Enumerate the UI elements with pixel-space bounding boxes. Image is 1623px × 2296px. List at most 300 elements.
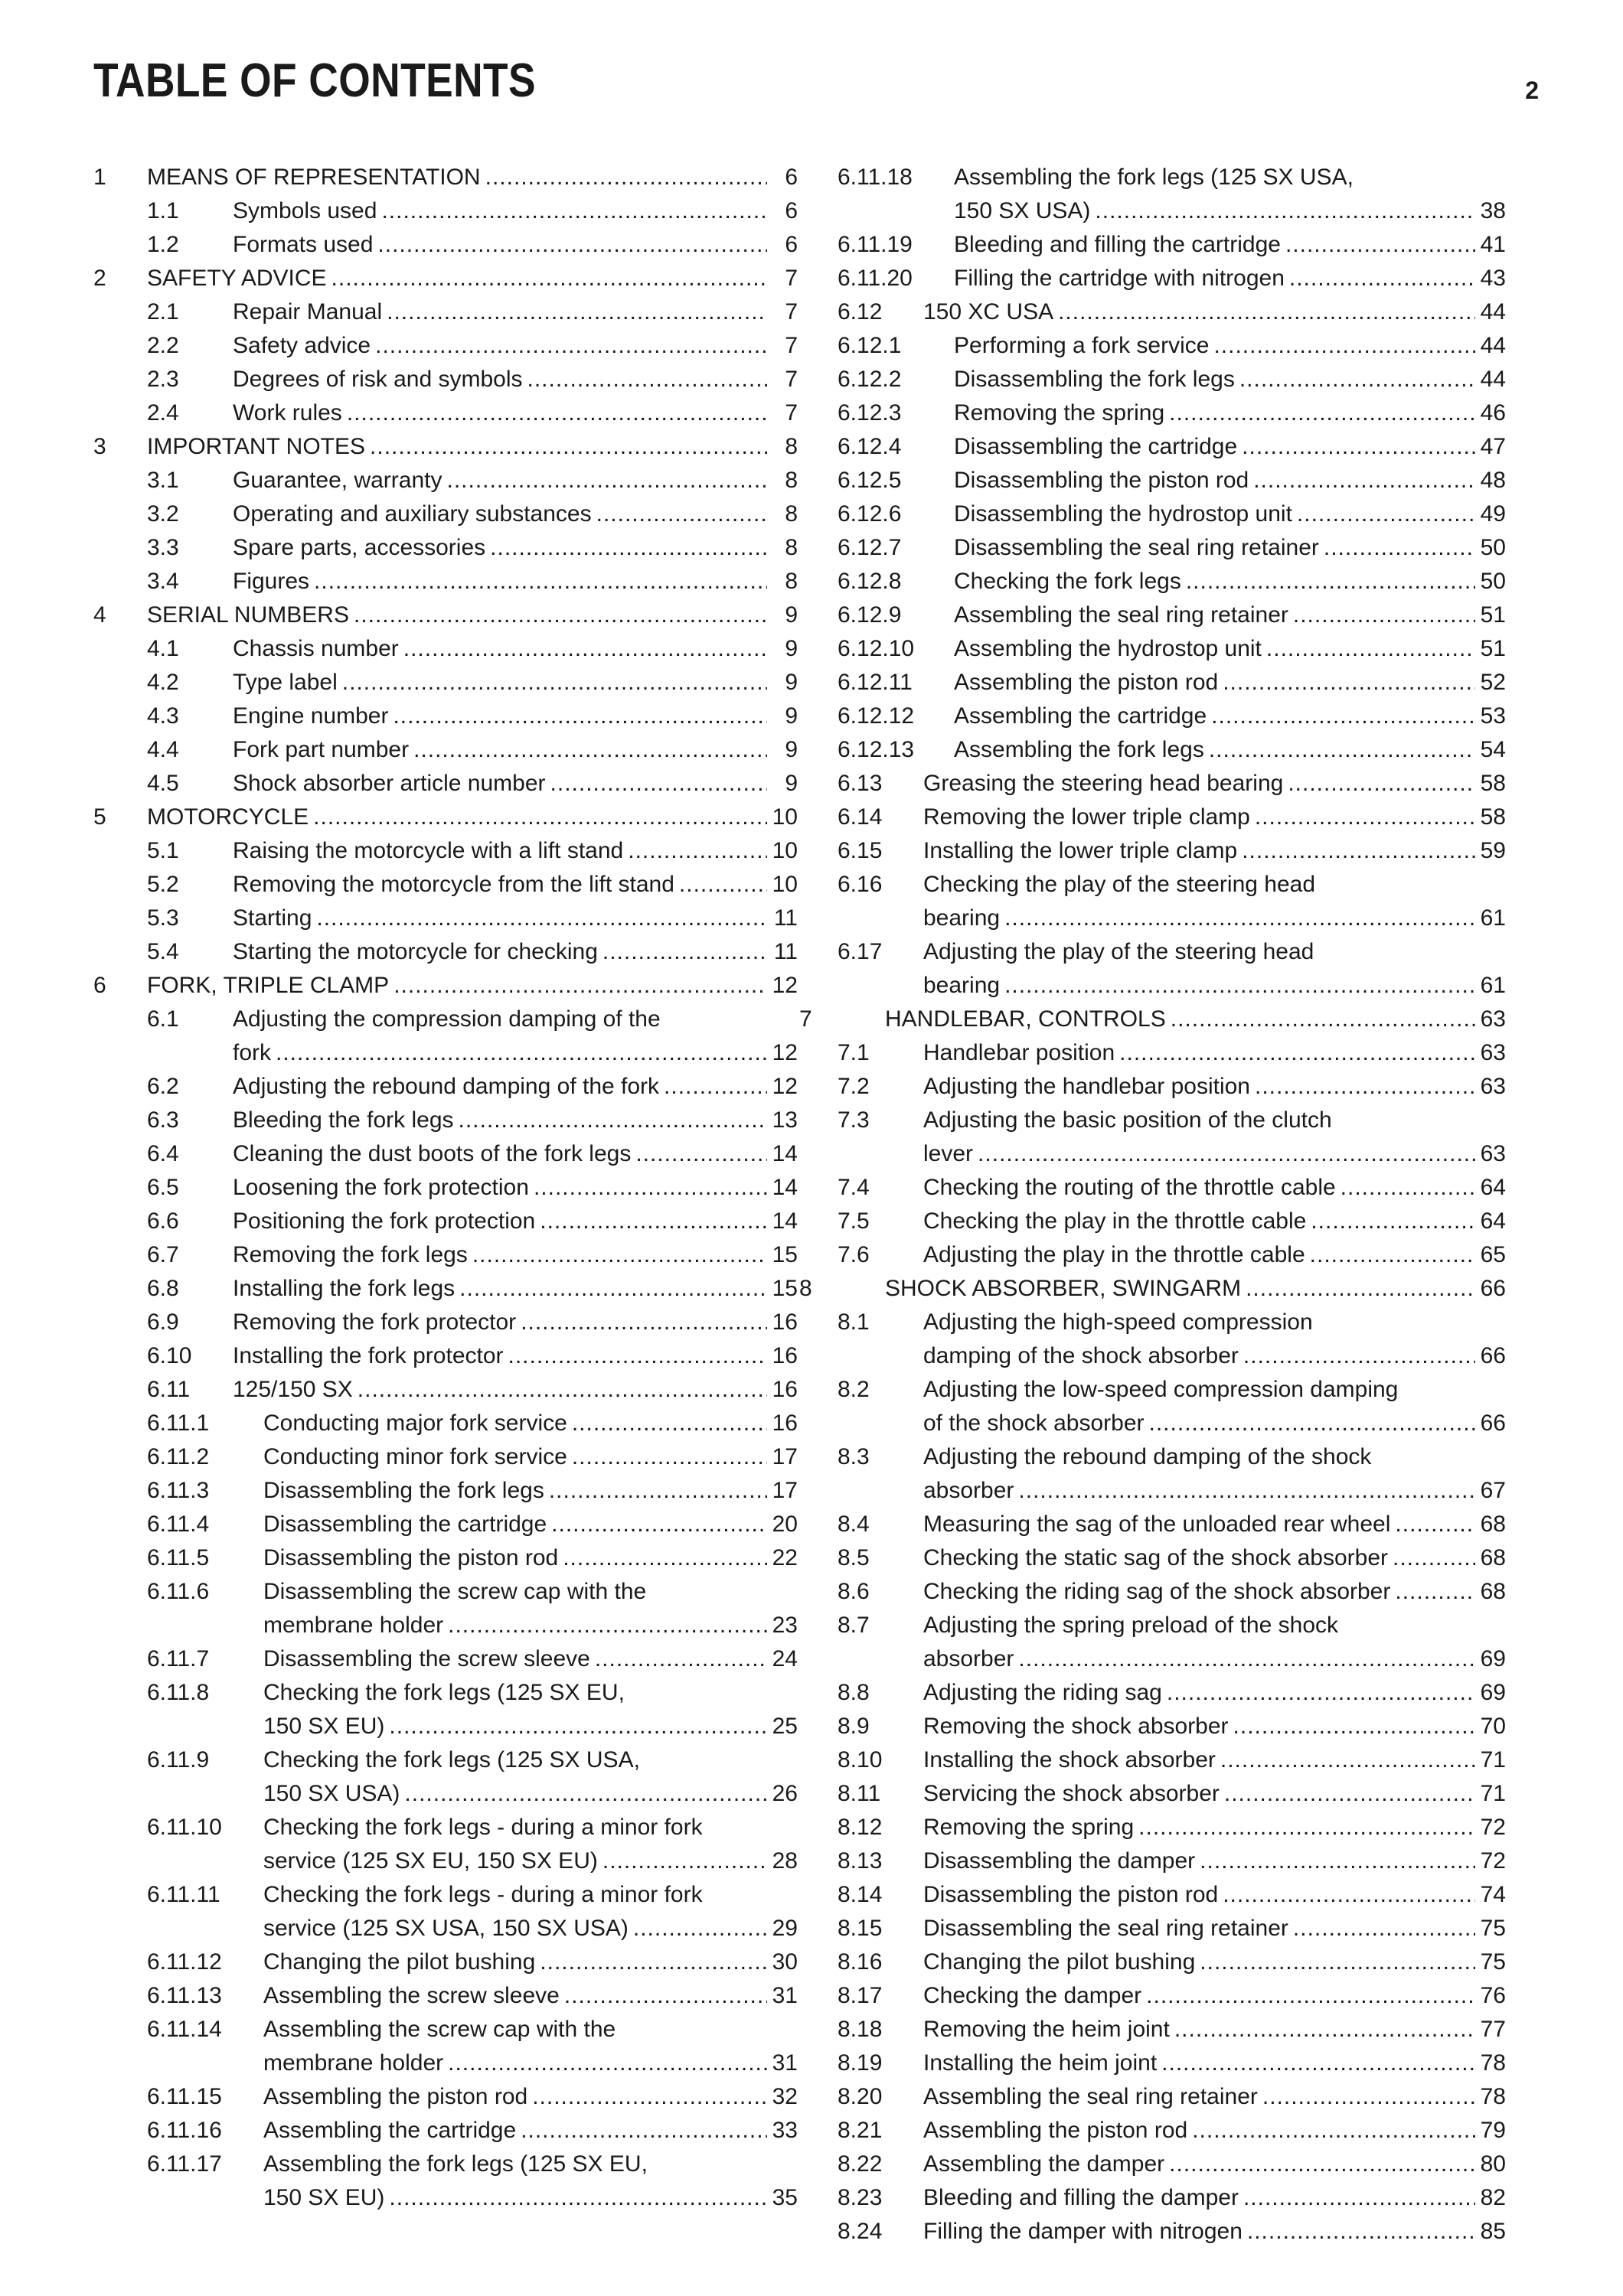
toc-entry[interactable]: [838, 363, 1506, 396]
toc-entry[interactable]: [93, 295, 798, 329]
toc-entry-title: bearing: [923, 905, 1001, 931]
dot-leader: [1319, 531, 1475, 565]
toc-entry-title: Cleaning the dust boots of the fork legs: [233, 1141, 632, 1166]
toc-entry[interactable]: [93, 1878, 798, 1945]
toc-entry[interactable]: [838, 1508, 1506, 1541]
page-number: 2: [1525, 77, 1539, 104]
toc-entry[interactable]: [838, 1979, 1506, 2013]
toc-entry-title: Removing the fork protector: [233, 1309, 517, 1335]
toc-entry-page: 6: [785, 198, 798, 223]
toc-entry-title: Adjusting the rebound damping of the shock: [923, 1444, 1372, 1469]
dot-leader: [455, 1272, 767, 1306]
dot-leader: [1162, 1676, 1475, 1710]
toc-entry[interactable]: [838, 1104, 1506, 1171]
dot-leader: [309, 801, 767, 834]
toc-entry[interactable]: [93, 1811, 798, 1878]
dot-leader: [1014, 1474, 1475, 1508]
dot-leader: [468, 1238, 767, 1272]
toc-entry-title: Checking the fork legs (125 SX USA,: [263, 1747, 640, 1773]
dot-leader: [377, 194, 767, 228]
toc-entry-number: 2.2: [147, 333, 179, 358]
toc-entry-number: 5.2: [147, 872, 179, 897]
toc-entry-title: Adjusting the spring preload of the shock: [923, 1613, 1339, 1638]
toc-entry-number: 6.12.2: [838, 367, 902, 392]
toc-entry[interactable]: [93, 1642, 798, 1676]
toc-entry-title: Adjusting the basic position of the clutch: [923, 1107, 1332, 1133]
toc-entry[interactable]: [838, 565, 1506, 598]
toc-entry-number: 6.12: [838, 299, 883, 325]
toc-entry-number: 6.11.6: [147, 1579, 210, 1604]
toc-entry-page: 69: [1480, 1680, 1506, 1705]
toc-entry-number: 8.14: [838, 1882, 883, 1907]
dot-leader: [516, 2114, 767, 2148]
toc-entry-title: membrane holder: [263, 2050, 444, 2076]
toc-entry-page: 16: [772, 1343, 798, 1368]
toc-entry-page: 12: [772, 1074, 798, 1099]
toc-entry-number: 8.22: [838, 2151, 883, 2177]
toc-entry[interactable]: [93, 1743, 798, 1811]
toc-entry-title: Checking the riding sag of the shock absorber: [923, 1579, 1391, 1604]
dot-leader: [342, 396, 767, 430]
toc-entry-page: 30: [772, 1949, 798, 1975]
toc-entry-page: 10: [772, 838, 798, 863]
toc-entry[interactable]: [93, 1474, 798, 1508]
toc-entry-title: Installing the heim joint: [923, 2050, 1158, 2076]
toc-entry[interactable]: [93, 598, 798, 632]
toc-entry-page: 78: [1480, 2050, 1506, 2076]
toc-entry[interactable]: [838, 1811, 1506, 1844]
toc-entry[interactable]: [838, 2215, 1506, 2249]
toc-entry-page: 44: [1480, 367, 1506, 392]
toc-entry-number: 8.23: [838, 2185, 883, 2210]
dot-leader: [1195, 1844, 1475, 1878]
toc-entry-number: 8.13: [838, 1848, 883, 1874]
toc-entry-number: 6.15: [838, 838, 883, 863]
toc-entry-page: 9: [785, 602, 798, 628]
toc-entry-title: Removing the spring: [923, 1815, 1135, 1840]
toc-entry-page: 28: [772, 1848, 798, 1874]
toc-entry-page: 79: [1480, 2118, 1506, 2143]
dot-leader: [365, 430, 767, 464]
toc-entry-number: 6.12.4: [838, 434, 902, 459]
dot-leader: [1204, 733, 1475, 767]
toc-entry-number: 1.2: [147, 232, 179, 257]
dot-leader: [1241, 1272, 1475, 1306]
toc-entry[interactable]: [838, 1205, 1506, 1238]
toc-entry[interactable]: [93, 902, 798, 935]
toc-entry-page: 77: [1480, 2017, 1506, 2042]
toc-entry[interactable]: [838, 2080, 1506, 2114]
dot-leader: [1388, 1541, 1475, 1575]
toc-entry[interactable]: [838, 1373, 1506, 1440]
toc-entry[interactable]: [838, 161, 1506, 228]
toc-entry[interactable]: [838, 1036, 1506, 1070]
toc-entry[interactable]: [838, 430, 1506, 464]
toc-entry[interactable]: [93, 834, 798, 868]
toc-entry[interactable]: [93, 363, 798, 396]
toc-entry[interactable]: [93, 1373, 798, 1407]
dot-leader: [382, 295, 767, 329]
toc-entry-page: 8: [785, 434, 798, 459]
dot-leader: [567, 1440, 767, 1474]
toc-entry-title: fork: [233, 1040, 272, 1065]
toc-entry-number: 6.11.8: [147, 1680, 210, 1705]
dot-leader: [1250, 1070, 1475, 1104]
toc-entry[interactable]: [93, 733, 798, 767]
toc-entry[interactable]: [838, 1238, 1506, 1272]
dot-leader: [1218, 1878, 1475, 1912]
toc-entry[interactable]: [838, 1070, 1506, 1104]
toc-entry[interactable]: [93, 464, 798, 497]
toc-entry-page: 12: [772, 973, 798, 998]
dot-leader: [1195, 1945, 1475, 1979]
toc-entry-title: MOTORCYCLE: [147, 804, 309, 830]
toc-entry-title: Raising the motorcycle with a lift stand: [233, 838, 624, 863]
dot-leader: [1258, 2080, 1475, 2114]
toc-entry-number: 8.3: [838, 1444, 870, 1469]
toc-entry[interactable]: [93, 935, 798, 969]
toc-entry-title: Checking the damper: [923, 1983, 1142, 2008]
toc-entry[interactable]: [838, 1609, 1506, 1676]
toc-entry-page: 59: [1480, 838, 1506, 863]
dot-leader: [1216, 1743, 1475, 1777]
toc-entry[interactable]: [838, 2013, 1506, 2047]
toc-entry[interactable]: [93, 161, 798, 194]
toc-entry[interactable]: [838, 834, 1506, 868]
toc-entry-title: Assembling the piston rod: [923, 2118, 1188, 2143]
dot-leader: [674, 868, 767, 902]
toc-entry-page: 7: [785, 333, 798, 358]
toc-entry-title: Checking the routing of the throttle cable: [923, 1175, 1336, 1200]
toc-entry-page: 8: [785, 501, 798, 527]
dot-leader: [373, 228, 767, 262]
toc-entry[interactable]: [93, 329, 798, 363]
toc-entry[interactable]: [838, 396, 1506, 430]
toc-entry-number: 6.11.12: [147, 1949, 222, 1975]
toc-entry[interactable]: [93, 969, 798, 1003]
toc-entry[interactable]: [93, 194, 798, 228]
toc-entry-number: 8.8: [838, 1680, 870, 1705]
toc-entry[interactable]: [93, 1508, 798, 1541]
toc-entry[interactable]: [93, 1104, 798, 1137]
toc-entry[interactable]: [93, 1979, 798, 2013]
toc-entry-number: 6.7: [147, 1242, 179, 1267]
toc-entry-page: 10: [772, 804, 798, 830]
toc-entry-title: Conducting major fork service: [263, 1411, 567, 1436]
toc-entry[interactable]: [93, 767, 798, 801]
toc-entry[interactable]: [93, 1137, 798, 1171]
toc-column-right: [799, 161, 1506, 2249]
toc-entry-page: 35: [772, 2185, 798, 2210]
toc-entry-page: 61: [1480, 905, 1506, 931]
toc-entry[interactable]: [838, 1945, 1506, 1979]
toc-entry-number: 6.12.1: [838, 333, 902, 358]
toc-entry-number: 8.10: [838, 1747, 883, 1773]
dot-leader: [629, 1912, 767, 1945]
toc-entry[interactable]: [838, 1541, 1506, 1575]
dot-leader: [1220, 1777, 1475, 1811]
toc-entry-number: 6.11.4: [147, 1512, 210, 1537]
toc-entry[interactable]: [838, 1306, 1506, 1373]
toc-entry[interactable]: [93, 396, 798, 430]
toc-entry[interactable]: [93, 2013, 798, 2080]
dot-leader: [1207, 700, 1475, 733]
toc-entry[interactable]: [838, 700, 1506, 733]
toc-entry[interactable]: [838, 2181, 1506, 2215]
toc-entry-title: SAFETY ADVICE: [147, 266, 327, 291]
toc-entry[interactable]: [93, 1238, 798, 1272]
dot-leader: [409, 733, 767, 767]
toc-entry-number: 5.4: [147, 939, 179, 964]
toc-entry-title: Loosening the fork protection: [233, 1175, 529, 1200]
dot-leader: [535, 1205, 767, 1238]
toc-entry-title: Adjusting the compression damping of the: [233, 1006, 661, 1032]
toc-entry-title: Changing the pilot bushing: [923, 1949, 1196, 1975]
toc-entry-number: 6.5: [147, 1175, 179, 1200]
dot-leader: [1305, 1238, 1475, 1272]
toc-entry-number: 6.11: [147, 1377, 191, 1402]
toc-entry-page: 76: [1480, 1983, 1506, 2008]
toc-entry[interactable]: [838, 228, 1506, 262]
toc-entry-title: Assembling the fork legs: [954, 737, 1204, 762]
toc-entry-number: 3.1: [147, 468, 179, 493]
toc-entry-title: IMPORTANT NOTES: [147, 434, 366, 459]
toc-entry[interactable]: [838, 935, 1506, 1003]
dot-leader: [623, 834, 767, 868]
toc-entry[interactable]: [93, 1171, 798, 1205]
toc-entry-page: 25: [772, 1714, 798, 1739]
toc-entry[interactable]: [93, 1676, 798, 1743]
toc-entry-page: 13: [772, 1107, 798, 1133]
toc-entry-number: 8.4: [838, 1512, 870, 1537]
toc-entry[interactable]: [838, 767, 1506, 801]
toc-entry[interactable]: [838, 262, 1506, 295]
toc-entry[interactable]: [93, 1070, 798, 1104]
toc-entry-number: 7.5: [838, 1208, 870, 1234]
dot-leader: [558, 1541, 767, 1575]
toc-entry-title: Repair Manual: [233, 299, 383, 325]
toc-entry-title: Degrees of risk and symbols: [233, 367, 523, 392]
toc-entry-number: 6.14: [838, 804, 883, 830]
toc-entry-title: 125/150 SX: [233, 1377, 353, 1402]
toc-entry-page: 63: [1480, 1040, 1506, 1065]
toc-entry[interactable]: [838, 497, 1506, 531]
toc-entry-page: 14: [772, 1208, 798, 1234]
toc-entry[interactable]: [838, 868, 1506, 935]
toc-entry-number: 6.9: [147, 1309, 179, 1335]
toc-entry[interactable]: [93, 497, 798, 531]
toc-entry-title: absorber: [923, 1646, 1014, 1671]
toc-entry-number: 7.1: [838, 1040, 870, 1065]
toc-entry[interactable]: [838, 1878, 1506, 1912]
dot-leader: [1014, 1642, 1475, 1676]
toc-entry[interactable]: [93, 2148, 798, 2215]
toc-entry-page: 58: [1480, 771, 1506, 796]
toc-entry-number: 8.7: [838, 1613, 870, 1638]
toc-entry[interactable]: [838, 733, 1506, 767]
toc-entry[interactable]: [838, 1440, 1506, 1508]
dot-leader: [353, 1373, 767, 1407]
toc-entry-page: 31: [772, 2050, 798, 2076]
toc-entry-page: 7: [785, 400, 798, 426]
toc-entry-title: Assembling the fork legs (125 SX EU,: [263, 2151, 648, 2177]
toc-entry-number: 6.12.12: [838, 703, 915, 729]
toc-entry[interactable]: [838, 598, 1506, 632]
toc-entry-title: Safety advice: [233, 333, 371, 358]
toc-entry-page: 78: [1480, 2084, 1506, 2109]
dot-leader: [1187, 2114, 1475, 2148]
toc-entry-page: 44: [1480, 299, 1506, 325]
toc-entry[interactable]: [838, 2148, 1506, 2181]
toc-entry[interactable]: [838, 1777, 1506, 1811]
toc-entry-number: 6.6: [147, 1208, 179, 1234]
toc-entry[interactable]: [838, 1743, 1506, 1777]
toc-entry-title: SHOCK ABSORBER, SWINGARM: [885, 1276, 1242, 1301]
toc-entry-title: Removing the shock absorber: [923, 1714, 1229, 1739]
toc-entry[interactable]: [93, 531, 798, 565]
toc-entry-title: Removing the spring: [954, 400, 1165, 426]
toc-entry[interactable]: [838, 1710, 1506, 1743]
toc-entry-number: 6.12.11: [838, 670, 913, 695]
toc-entry-title: Removing the heim joint: [923, 2017, 1170, 2042]
toc-entry[interactable]: [93, 228, 798, 262]
toc-entry[interactable]: [93, 1407, 798, 1440]
toc-entry[interactable]: [838, 1171, 1506, 1205]
toc-entry[interactable]: [799, 1272, 1506, 1306]
toc-entry[interactable]: [93, 430, 798, 464]
dot-leader: [567, 1407, 767, 1440]
toc-entry-number: 6.11.2: [147, 1444, 210, 1469]
toc-entry[interactable]: [93, 1575, 798, 1642]
toc-entry-number: 8.2: [838, 1377, 870, 1402]
toc-entry-number: 3.3: [147, 535, 179, 560]
dot-leader: [1249, 464, 1475, 497]
dot-leader: [371, 329, 767, 363]
toc-entry[interactable]: [838, 464, 1506, 497]
toc-entry-title: Filling the damper with nitrogen: [923, 2219, 1243, 2244]
toc-entry[interactable]: [93, 666, 798, 700]
toc-entry[interactable]: [93, 1440, 798, 1474]
toc-entry-title: Assembling the screw cap with the: [263, 2017, 616, 2042]
dot-leader: [631, 1137, 767, 1171]
toc-entry-number: 4.5: [147, 771, 179, 796]
toc-entry-page: 64: [1480, 1208, 1506, 1234]
toc-entry-number: 5.1: [147, 838, 179, 863]
toc-entry[interactable]: [838, 801, 1506, 834]
toc-entry-page: 16: [772, 1377, 798, 1402]
toc-entry-title: 150 XC USA: [923, 299, 1054, 325]
toc-entry-title: Removing the lower triple clamp: [923, 804, 1250, 830]
dot-leader: [1237, 834, 1475, 868]
toc-entry[interactable]: [93, 2114, 798, 2148]
toc-entry[interactable]: [838, 1575, 1506, 1609]
dot-leader: [327, 262, 767, 295]
toc-entry[interactable]: [93, 1003, 798, 1070]
toc-entry-title: Adjusting the high-speed compression: [923, 1309, 1313, 1335]
toc-entry[interactable]: [838, 2047, 1506, 2080]
toc-entry-title: 150 SX EU): [263, 1714, 385, 1739]
toc-entry-number: 8.24: [838, 2219, 883, 2244]
toc-entry-page: 38: [1480, 198, 1506, 223]
dot-leader: [546, 767, 767, 801]
toc-entry-number: 8.6: [838, 1579, 870, 1604]
toc-entry-page: 75: [1480, 1916, 1506, 1941]
toc-entry-page: 9: [785, 670, 798, 695]
dot-leader: [1000, 969, 1475, 1003]
toc-entry[interactable]: [799, 1003, 1506, 1036]
toc-entry[interactable]: [93, 262, 798, 295]
toc-entry-page: 85: [1480, 2219, 1506, 2244]
toc-entry[interactable]: [838, 1912, 1506, 1945]
toc-entry[interactable]: [838, 1844, 1506, 1878]
toc-entry-page: 51: [1480, 636, 1506, 661]
toc-entry-title: Adjusting the play in the throttle cable: [923, 1242, 1305, 1267]
toc-entry-page: 8: [785, 468, 798, 493]
toc-entry[interactable]: [93, 1339, 798, 1373]
toc-entry-title: Servicing the shock absorber: [923, 1781, 1220, 1806]
toc-entry-title: bearing: [923, 973, 1001, 998]
toc-entry[interactable]: [93, 868, 798, 902]
dot-leader: [1209, 329, 1475, 363]
toc-entry-number: 6.3: [147, 1107, 179, 1133]
toc-entry[interactable]: [838, 2114, 1506, 2148]
toc-entry[interactable]: [838, 329, 1506, 363]
dot-leader: [1288, 598, 1475, 632]
toc-entry-page: 41: [1480, 232, 1506, 257]
toc-entry-title: Disassembling the fork legs: [263, 1478, 544, 1503]
toc-entry-page: 68: [1480, 1512, 1506, 1537]
toc-entry-page: 29: [772, 1916, 798, 1941]
toc-entry-title: Assembling the seal ring retainer: [954, 602, 1288, 628]
toc-entry-number: 8.5: [838, 1545, 870, 1570]
dot-leader: [384, 2181, 767, 2215]
dot-leader: [400, 1777, 767, 1811]
toc-entry-number: 8: [799, 1276, 812, 1301]
toc-entry[interactable]: [93, 1272, 798, 1306]
toc-entry[interactable]: [838, 632, 1506, 666]
toc-entry-page: 71: [1480, 1781, 1506, 1806]
toc-entry[interactable]: [838, 531, 1506, 565]
toc-entry-title: Measuring the sag of the unloaded rear wheel: [923, 1512, 1391, 1537]
toc-entry-title: 150 SX USA): [954, 198, 1091, 223]
toc-entry-number: 6.12.9: [838, 602, 902, 628]
toc-entry[interactable]: [93, 632, 798, 666]
toc-entry-number: 7: [799, 1006, 812, 1032]
toc-entry[interactable]: [93, 1945, 798, 1979]
toc-entry-page: 6: [785, 232, 798, 257]
toc-entry[interactable]: [838, 295, 1506, 329]
toc-entry[interactable]: [838, 1676, 1506, 1710]
dot-leader: [271, 1036, 767, 1070]
toc-entry[interactable]: [93, 1205, 798, 1238]
toc-entry-page: 66: [1480, 1411, 1506, 1436]
toc-entry[interactable]: [93, 801, 798, 834]
toc-entry[interactable]: [838, 666, 1506, 700]
dot-leader: [338, 666, 767, 700]
toc-entry-title: Installing the fork protector: [233, 1343, 504, 1368]
dot-leader: [1157, 2047, 1475, 2080]
toc-entry-number: 6.17: [838, 939, 883, 964]
toc-entry[interactable]: [93, 1541, 798, 1575]
toc-entry[interactable]: [93, 2080, 798, 2114]
toc-entry-page: 61: [1480, 973, 1506, 998]
toc-entry-page: 68: [1480, 1545, 1506, 1570]
toc-entry[interactable]: [93, 700, 798, 733]
toc-entry[interactable]: [93, 565, 798, 598]
toc-entry-number: 6.11.16: [147, 2118, 222, 2143]
toc-entry-number: 7.6: [838, 1242, 870, 1267]
toc-entry[interactable]: [93, 1306, 798, 1339]
